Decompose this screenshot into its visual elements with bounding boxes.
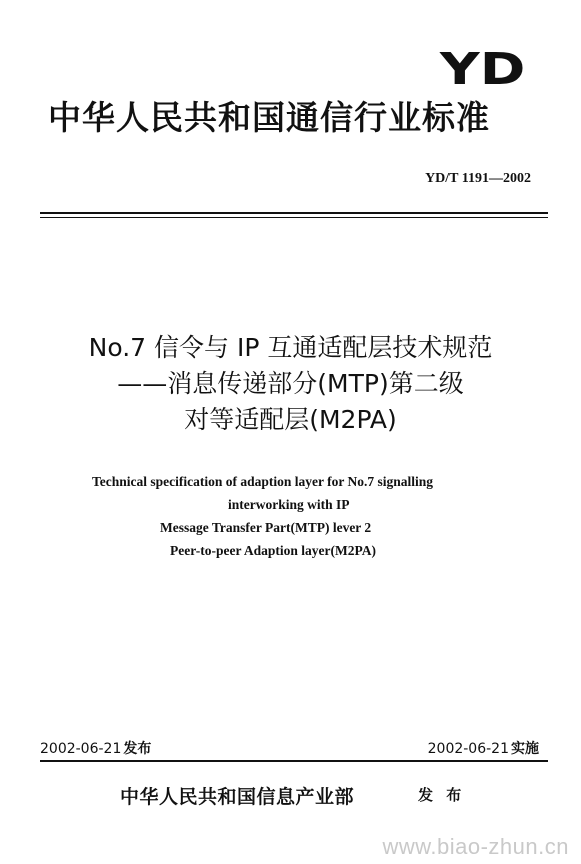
standard-number: YD/T 1191—2002 — [425, 171, 531, 186]
chinese-title-line-3: 对等适配层(M2PA) — [184, 405, 397, 434]
release-label: 发布 — [123, 741, 152, 757]
implement-date: 2002-06-21 — [427, 741, 509, 757]
standard-category-title: 中华人民共和国通信行业标准 — [48, 98, 490, 137]
footer-rule — [40, 760, 548, 762]
release-date: 2002-06-21 — [40, 741, 122, 757]
english-title-line-1: Technical specification of adaption layer for No.7 signalling — [92, 474, 434, 489]
issued-label: 发 布 — [418, 786, 466, 804]
english-title-line-3: Message Transfer Part(MTP) lever 2 — [160, 520, 372, 535]
header-rule-thick — [40, 212, 548, 214]
implement-label: 实施 — [511, 741, 539, 757]
release-date-block — [40, 738, 151, 758]
english-title-line-2: interworking with IP — [228, 497, 350, 512]
english-title — [0, 470, 581, 562]
chinese-title-line-1: No.7 信令与 IP 互通适配层技术规范 — [88, 333, 493, 362]
watermark-url: www.biao-zhun.cn — [382, 834, 569, 859]
header-rule-thin — [40, 217, 548, 218]
yd-logo: YD — [439, 44, 525, 95]
implement-date-block — [428, 738, 539, 758]
english-title-line-4: Peer-to-peer Adaption layer(M2PA) — [170, 543, 376, 558]
issuing-authority: 中华人民共和国信息产业部 — [120, 786, 355, 808]
chinese-title — [0, 330, 581, 438]
chinese-title-line-2: ——消息传递部分(MTP)第二级 — [117, 369, 464, 398]
